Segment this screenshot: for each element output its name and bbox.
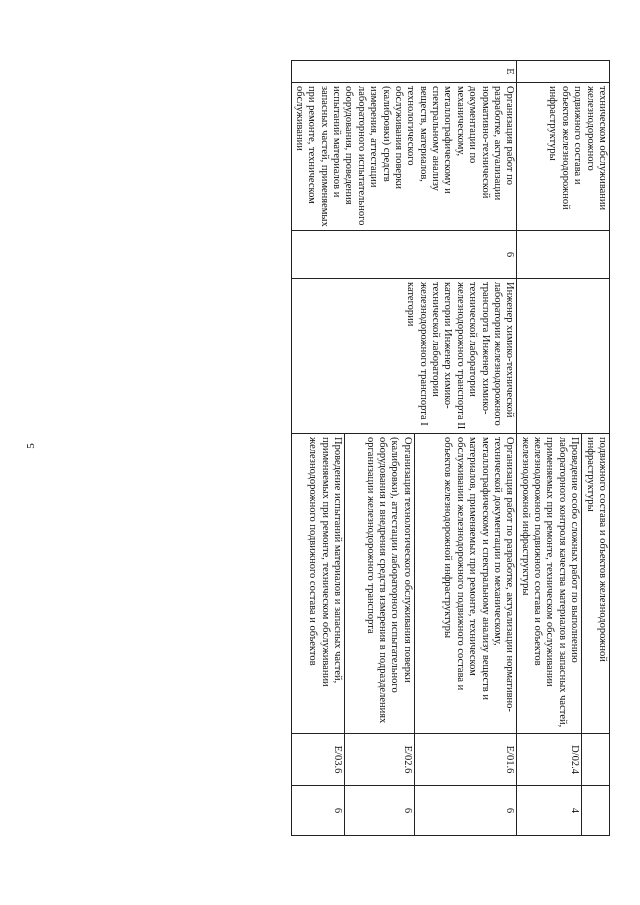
level-cell (517, 231, 610, 279)
function-code-cell (582, 734, 610, 786)
function-name-cell: подвижного состава и объектов железнодорожной инфраструктуры (582, 434, 610, 734)
function-name-cell: Проведение особо сложных работ по выполнению лабораторного контроля качества материалов и запасных частей, применяемых при ремонте, техническом обслуживании железнодорожного подвижного состава и объектов железнодорожной инфраструктуры (517, 434, 582, 734)
positions-cell (517, 279, 610, 434)
page-number: 5 (24, 443, 37, 449)
function-code-cell: E/01.6 (414, 734, 517, 786)
group-code-cell: E (291, 61, 517, 83)
function-name-cell: Организация работ по разработке, актуализации нормативно-технической документации по механическому, металлографическому и спектральному анализу веществ и материалов, применяемых при ремонте, техническом обслуживании железнодорожного подвижного состава и объектов железнодорожной инфраструктуры (414, 434, 517, 734)
group-name-cell: Организация работ по разработке, актуализации нормативно-технической документации по механическому, металлографическому и спектральному анализу веществ, материалов, технологического обслуживания поверки (калибровки) средств измерения, аттестации лабораторного испытательного оборудования, проведения испытаний материалов и запасных частей, применяемых при ремонте, техническом обслуживании (291, 83, 517, 231)
group-code-cell (517, 61, 610, 83)
function-level-cell (582, 786, 610, 836)
functions-table (291, 60, 610, 836)
function-code-cell: E/02.6 (344, 734, 414, 786)
positions-cell: Инженер химико-технической лаборатории железнодорожного транспорта Инженер химико-технической лаборатории железнодорожного транспорта II категории Инженер химико-технической лаборатории железнодорожного транспорта I категории (291, 279, 517, 434)
function-code-cell: E/03.6 (291, 734, 344, 786)
function-name-cell: Проведение испытаний материалов и запасных частей, применяемых при ремонте, техническом обслуживании железнодорожного подвижного состава и объектов (291, 434, 344, 734)
rotated-page (70, 60, 610, 835)
table-row (414, 61, 517, 836)
function-level-cell: 6 (291, 786, 344, 836)
group-name-cell: техническом обслуживании железнодорожного подвижного состава и объектов железнодорожной инфраструктуры (517, 83, 610, 231)
table-row (582, 61, 610, 836)
function-level-cell: 4 (517, 786, 582, 836)
function-level-cell: 6 (344, 786, 414, 836)
level-cell: 6 (291, 231, 517, 279)
function-name-cell: Организация технологического обслуживания поверки (калибровки), аттестации лабораторного испытательного оборудования и внедрения средств измерения в подразделениях организации железнодорожного транспорта (344, 434, 414, 734)
function-code-cell: D/02.4 (517, 734, 582, 786)
function-level-cell: 6 (414, 786, 517, 836)
